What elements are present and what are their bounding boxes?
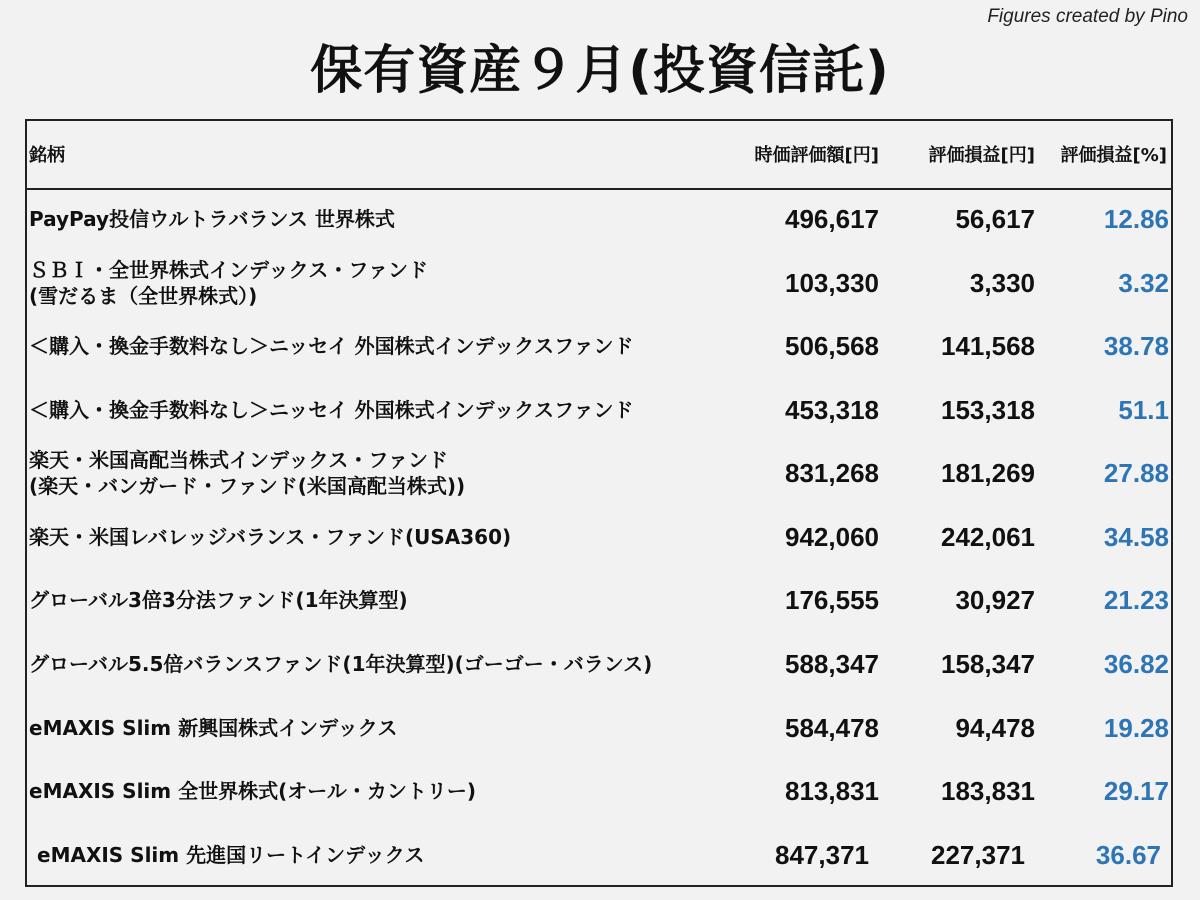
market-value: 831,268: [785, 458, 879, 488]
table-row: [27, 632, 1171, 696]
profit-loss-yen: 30,927: [955, 585, 1035, 615]
profit-loss-yen: 3,330: [969, 268, 1035, 298]
fund-name: 楽天・米国レバレッジバランス・ファンド(USA360): [29, 525, 512, 549]
fund-name: ＜購入・換金手数料なし＞ニッセイ 外国株式インデックスファンド: [29, 398, 634, 422]
fund-name: PayPay投信ウルトラバランス 世界株式: [29, 207, 395, 231]
market-value: 176,555: [785, 585, 879, 615]
market-value: 506,568: [785, 331, 879, 361]
profit-loss-percent: 29.17: [1103, 776, 1169, 806]
profit-loss-yen: 183,831: [941, 776, 1035, 806]
fund-name: ＳＢＩ・全世界株式インデックス・ファンド (雪だるま（全世界株式）): [29, 258, 428, 308]
table-row: [27, 441, 1171, 505]
fund-name: eMAXIS Slim 全世界株式(オール・カントリー): [29, 779, 476, 803]
profit-loss-percent: 36.82: [1103, 649, 1169, 679]
profit-loss-yen: 141,568: [941, 331, 1035, 361]
table-header: [27, 121, 1171, 190]
fund-name: 楽天・米国高配当株式インデックス・ファンド (楽天・バンガード・ファンド(米国高配当株式)): [29, 448, 466, 498]
column-header-pl: 評価損益[円]: [928, 145, 1035, 166]
table-row: [27, 505, 1171, 569]
column-header-value: 時価評価額[円]: [754, 145, 879, 166]
profit-loss-percent: 12.86: [1103, 204, 1169, 234]
fund-name: eMAXIS Slim 先進国リートインデックス: [37, 843, 425, 867]
page-title: 保有資産９月(投資信託): [310, 41, 890, 101]
profit-loss-yen: 153,318: [941, 395, 1035, 425]
table-row: [27, 568, 1171, 632]
profit-loss-percent: 21.23: [1103, 585, 1169, 615]
market-value: 588,347: [785, 649, 879, 679]
profit-loss-yen: 158,347: [941, 649, 1035, 679]
table-row: [27, 378, 1171, 442]
column-header-name: 銘柄: [29, 145, 65, 166]
market-value: 103,330: [785, 268, 879, 298]
table-row: [27, 759, 1171, 823]
profit-loss-yen: 181,269: [941, 458, 1035, 488]
market-value: 813,831: [785, 776, 879, 806]
market-value: 496,617: [785, 204, 879, 234]
market-value: 453,318: [785, 395, 879, 425]
profit-loss-percent: 36.67: [1095, 840, 1161, 870]
table-row: [27, 823, 1171, 887]
table-row: [27, 696, 1171, 760]
credit-text: Figures created by Pino: [987, 6, 1188, 27]
fund-name: ＜購入・換金手数料なし＞ニッセイ 外国株式インデックスファンド: [29, 334, 634, 358]
table-row: [27, 187, 1171, 251]
fund-name: eMAXIS Slim 新興国株式インデックス: [29, 716, 398, 740]
profit-loss-yen: 56,617: [955, 204, 1035, 234]
market-value: 584,478: [785, 713, 879, 743]
fund-name: グローバル3倍3分法ファンド(1年決算型): [29, 588, 408, 612]
market-value: 847,371: [775, 840, 869, 870]
profit-loss-percent: 3.32: [1118, 268, 1169, 298]
profit-loss-percent: 19.28: [1103, 713, 1169, 743]
profit-loss-yen: 242,061: [941, 522, 1035, 552]
profit-loss-yen: 94,478: [955, 713, 1035, 743]
table-row: [27, 314, 1171, 378]
profit-loss-percent: 51.1: [1118, 395, 1169, 425]
profit-loss-percent: 34.58: [1103, 522, 1169, 552]
market-value: 942,060: [785, 522, 879, 552]
table-row: [27, 251, 1171, 315]
column-header-pct: 評価損益[%]: [1060, 145, 1167, 166]
profit-loss-yen: 227,371: [931, 840, 1025, 870]
fund-name: グローバル5.5倍バランスファンド(1年決算型)(ゴーゴー・バランス): [29, 652, 653, 676]
profit-loss-percent: 38.78: [1103, 331, 1169, 361]
holdings-table: [25, 119, 1173, 887]
profit-loss-percent: 27.88: [1103, 458, 1169, 488]
